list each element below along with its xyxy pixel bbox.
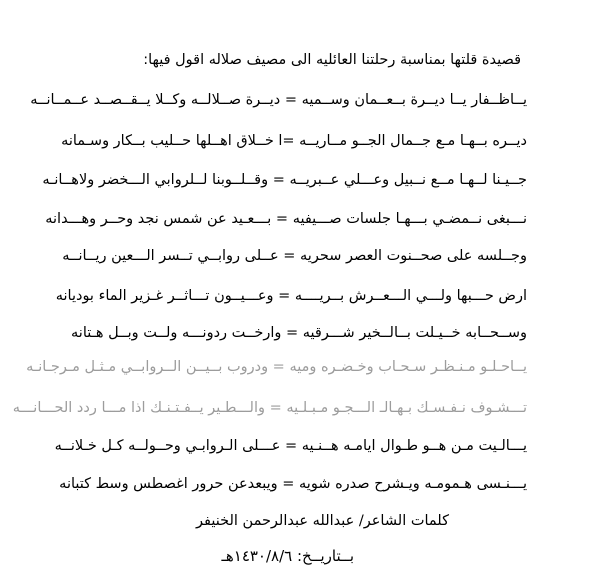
verse-line: يــاظــفار يــا ديــرة بــعــمان وســميه = ديــرة صــلالــه وكــلا يــقــصــد عــمــانــه — [30, 92, 527, 108]
verse-line: يـــالـيت مـن هــو طـوال ايامـه هــنـيه = عـــلى الـروابـي وحــولــه كـل خـلانــه — [54, 438, 527, 454]
poet-signature: كلمات الشاعر/ عبدالله عبدالرحمن الخنيفر — [196, 513, 449, 529]
verse-line: وســحــابه خــيـلت بــالــخير شـــرقيه = وارخــت ردونـــه ولــت وبــل هـتانه — [71, 325, 527, 341]
verse-line: جــيـنا لــهـا مــع نــبيل وعـــلي عــبريــه = وقــلــوبنا لــلروابي الـــخضر ولاهــانـه — [42, 172, 527, 188]
verse-line-faded: تـــشـوف نـفـسـك بـهـالـ الـــجـو مـبـلـيه = والـــطـير يــفـتـنـك اذا مـــا ردد الحـــانـــه — [12, 400, 527, 416]
verse-line: ارض حـــبها ولـــي الـــعــرش بــريــــه = وعـــيــون تـــاثــر غـزير الماء بوديانه — [55, 288, 527, 304]
verse-line: وجــلسه على صحــنوت العصر سحريه = عــلى روابــي تــسر الـــعين ريــانــه — [62, 248, 527, 264]
verse-line: ديــره بــهـا مـع جــمال الجــو مــاريــه =ا خــلاق اهــلها حــليب بــكار وسـمانه — [61, 133, 527, 149]
poem-date: بــتاريــخ: ١٤٣٠/٨/٦هـ — [221, 547, 354, 565]
poem-title: قصيدة قلتها بمناسبة رحلتنا العائليه الى مصيف صلاله اقول فيها: — [143, 52, 521, 68]
verse-line-faded: يــاحـلـو مـنـظـر سـحـاب وخـضـره وميه = ودروب بــيــن الــروابــي مـثـل مـرجـانـه — [26, 359, 527, 375]
verse-line: نـــبغى نــمضـي بـــهـا جلسات صـــيفيه = بـــعـيد عن شمس نجد وحــر وهـــدانه — [45, 211, 527, 227]
verse-line: يـــنـسى هـمومـه ويـشرح صدره شويه = ويبعدعن حرور اغصطس وسط كتبانه — [59, 476, 527, 492]
